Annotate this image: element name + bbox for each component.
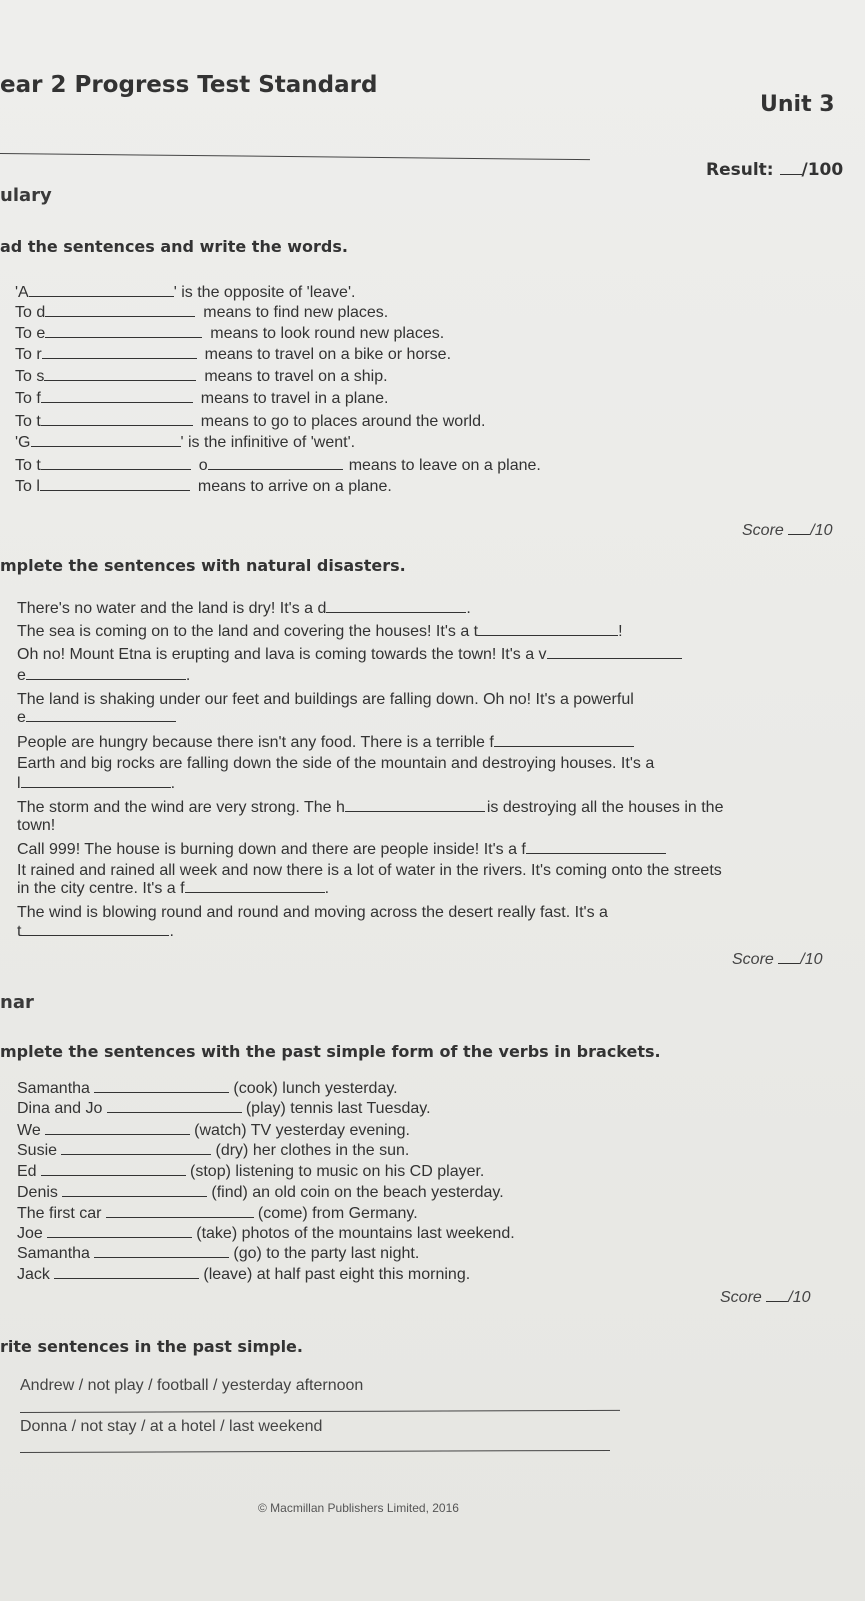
disaster-line: The storm and the wind are very strong. The h is destroying all the houses in the [17, 799, 724, 816]
prompt-item: Andrew / not play / football / yesterday afternoon [20, 1377, 364, 1394]
answer-blank[interactable] [106, 1216, 254, 1218]
grammar-item: Jack (leave) at half past eight this morning. [17, 1266, 471, 1283]
score-blank[interactable] [788, 533, 810, 535]
answer-blank[interactable] [29, 295, 174, 297]
answer-blank[interactable] [345, 810, 485, 812]
answer-blank[interactable] [61, 1153, 211, 1155]
disasters-instruction: mplete the sentences with natural disasters. [0, 556, 406, 575]
disaster-line: Call 999! The house is burning down and there are people inside! It's a f [17, 841, 666, 859]
answer-blank[interactable] [31, 445, 181, 447]
answer-blank[interactable] [45, 1133, 190, 1135]
vocab-item: To r means to travel on a bike or horse. [15, 346, 452, 363]
disaster-line: t . [17, 923, 174, 940]
disaster-line: in the city centre. It's a f . [17, 880, 330, 897]
vocab-instruction: ad the sentences and write the words. [0, 237, 348, 256]
score-disasters: Score /10 [732, 951, 823, 968]
disaster-line: People are hungry because there isn't any food. There is a terrible f [17, 734, 634, 752]
copyright: © Macmillan Publishers Limited, 2016 [258, 1501, 459, 1515]
grammar-item: The first car (come) from Germany. [17, 1205, 418, 1222]
answer-blank[interactable] [21, 934, 169, 936]
grammar-item: Ed (stop) listening to music on his CD player. [17, 1163, 485, 1180]
unit-label: Unit 3 [760, 92, 835, 117]
section-title-grammar: nar [0, 992, 34, 1013]
result-label: Result: /100 [706, 160, 844, 180]
disaster-line: town! [17, 817, 56, 834]
result-blank[interactable] [780, 173, 802, 175]
grammar-item: Joe (take) photos of the mountains last weekend. [17, 1225, 515, 1242]
grammar-instruction: mplete the sentences with the past simple form of the verbs in brackets. [0, 1042, 661, 1061]
vocab-item: To l means to arrive on a plane. [15, 478, 392, 495]
vocab-item: 'G ' is the infinitive of 'went'. [15, 434, 356, 451]
answer-blank[interactable] [54, 1277, 199, 1279]
answer-blank[interactable] [208, 468, 343, 470]
answer-blank[interactable] [26, 720, 176, 722]
vocab-item: To t means to go to places around the world. [15, 413, 486, 430]
vocab-item: To e means to look round new places. [15, 325, 445, 342]
answer-blank[interactable] [526, 852, 666, 854]
answer-blank[interactable] [41, 424, 193, 426]
disaster-line: l . [17, 775, 176, 792]
vocab-item: To t o means to leave on a plane. [15, 457, 541, 474]
answer-blank[interactable] [326, 611, 466, 613]
answer-blank[interactable] [94, 1256, 229, 1258]
past-simple-instruction: rite sentences in the past simple. [0, 1337, 303, 1356]
answer-blank[interactable] [494, 745, 634, 747]
answer-blank[interactable] [94, 1091, 229, 1093]
disaster-line: e [17, 709, 176, 727]
grammar-item: Samantha (go) to the party last night. [17, 1245, 420, 1262]
answer-blank[interactable] [478, 634, 618, 636]
answer-blank[interactable] [185, 891, 325, 893]
answer-blank[interactable] [21, 786, 171, 788]
answer-line[interactable] [20, 1410, 620, 1413]
grammar-item: Susie (dry) her clothes in the sun. [17, 1142, 410, 1159]
prompt-item: Donna / not stay / at a hotel / last weekend [20, 1418, 323, 1435]
grammar-item: Denis (find) an old coin on the beach yesterday. [17, 1184, 504, 1201]
answer-line[interactable] [20, 1450, 610, 1453]
page-title: ear 2 Progress Test Standard [0, 72, 378, 98]
score-blank[interactable] [766, 1300, 788, 1302]
score-vocabulary: Score /10 [742, 522, 833, 539]
vocab-item: To f means to travel in a plane. [15, 390, 389, 407]
vocab-item: 'A ' is the opposite of 'leave'. [15, 284, 356, 301]
grammar-item: We (watch) TV yesterday evening. [17, 1122, 410, 1139]
name-line [0, 153, 590, 160]
answer-blank[interactable] [40, 489, 190, 491]
disaster-line: There's no water and the land is dry! It's a d . [17, 600, 471, 617]
answer-blank[interactable] [44, 379, 196, 381]
disaster-line: Earth and big rocks are falling down the side of the mountain and destroying houses. It's a [17, 755, 655, 772]
answer-blank[interactable] [41, 1174, 186, 1176]
answer-blank[interactable] [107, 1111, 242, 1113]
answer-blank[interactable] [62, 1195, 207, 1197]
answer-blank[interactable] [42, 357, 197, 359]
answer-blank[interactable] [45, 315, 195, 317]
disaster-line: It rained and rained all week and now there is a lot of water in the rivers. It's coming onto the streets [17, 862, 722, 879]
vocab-item: To d means to find new places. [15, 304, 389, 321]
answer-blank[interactable] [41, 468, 191, 470]
score-blank[interactable] [778, 962, 800, 964]
answer-blank[interactable] [547, 657, 682, 659]
answer-blank[interactable] [26, 678, 186, 680]
grammar-item: Dina and Jo (play) tennis last Tuesday. [17, 1100, 431, 1117]
answer-blank[interactable] [45, 336, 202, 338]
disaster-line: Oh no! Mount Etna is erupting and lava is coming towards the town! It's a v [17, 646, 682, 664]
answer-blank[interactable] [41, 401, 193, 403]
score-grammar: Score /10 [720, 1289, 811, 1306]
disaster-line: The wind is blowing round and round and moving across the desert really fast. It's a [17, 904, 608, 921]
disaster-line: The land is shaking under our feet and buildings are falling down. Oh no! It's a powerful [17, 691, 634, 708]
disaster-line: e . [17, 667, 191, 684]
answer-blank[interactable] [47, 1236, 192, 1238]
disaster-line: The sea is coming on to the land and covering the houses! It's a t ! [17, 623, 623, 640]
section-title-vocabulary: ulary [0, 185, 52, 206]
vocab-item: To s means to travel on a ship. [15, 368, 388, 385]
grammar-item: Samantha (cook) lunch yesterday. [17, 1080, 398, 1097]
